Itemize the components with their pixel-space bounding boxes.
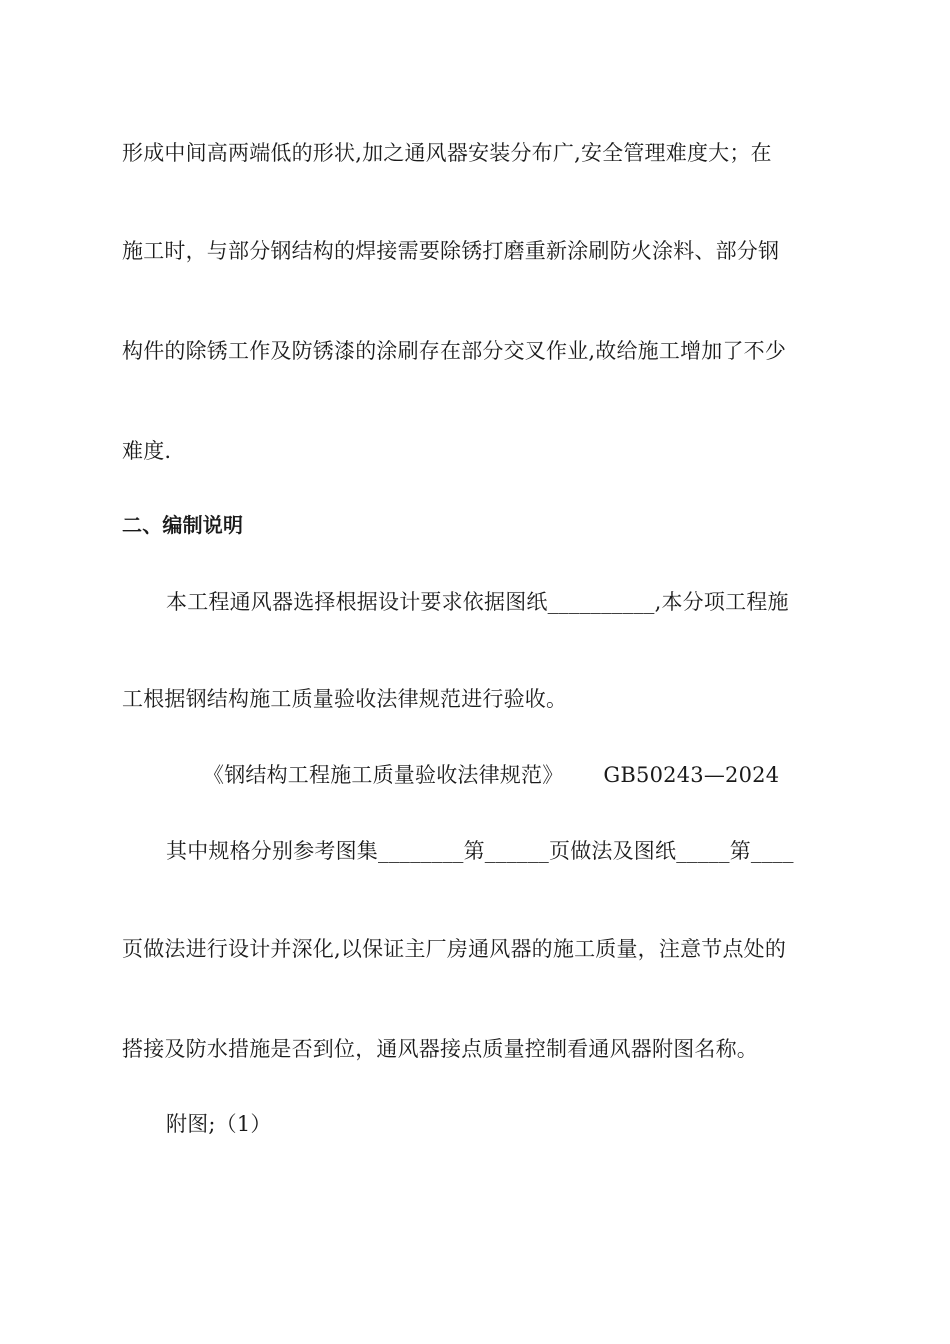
- paragraph-line: 搭接及防水措施是否到位，通风器接点质量控制看通风器附图名称。: [122, 1037, 758, 1061]
- paragraph-line: 工根据钢结构施工质量验收法律规范进行验收。: [122, 687, 568, 711]
- attachment-label: 附图;（1）: [166, 1112, 272, 1136]
- paragraph-line: 难度.: [122, 439, 172, 463]
- paragraph-line: 页做法进行设计并深化,以保证主厂房通风器的施工质量，注意节点处的: [122, 937, 787, 961]
- paragraph-line: 构件的除锈工作及防锈漆的涂刷存在部分交叉作业,故给施工增加了不少: [122, 339, 787, 363]
- standard-code: GB50243—2024: [603, 763, 780, 787]
- standard-title: 《钢结构工程施工质量验收法律规范》: [203, 763, 564, 787]
- paragraph-line: 其中规格分别参考图集________第______页做法及图纸_____第____: [166, 839, 794, 863]
- paragraph-line: 形成中间高两端低的形状,加之通风器安装分布广,安全管理难度大；在: [122, 141, 772, 165]
- standard-reference: [203, 761, 803, 789]
- paragraph-line: 本工程通风器选择根据设计要求依据图纸__________,本分项工程施: [166, 590, 789, 614]
- paragraph-line: 施工时，与部分钢结构的焊接需要除锈打磨重新涂刷防火涂料、部分钢: [122, 239, 780, 263]
- section-heading: 二、编制说明: [122, 513, 244, 537]
